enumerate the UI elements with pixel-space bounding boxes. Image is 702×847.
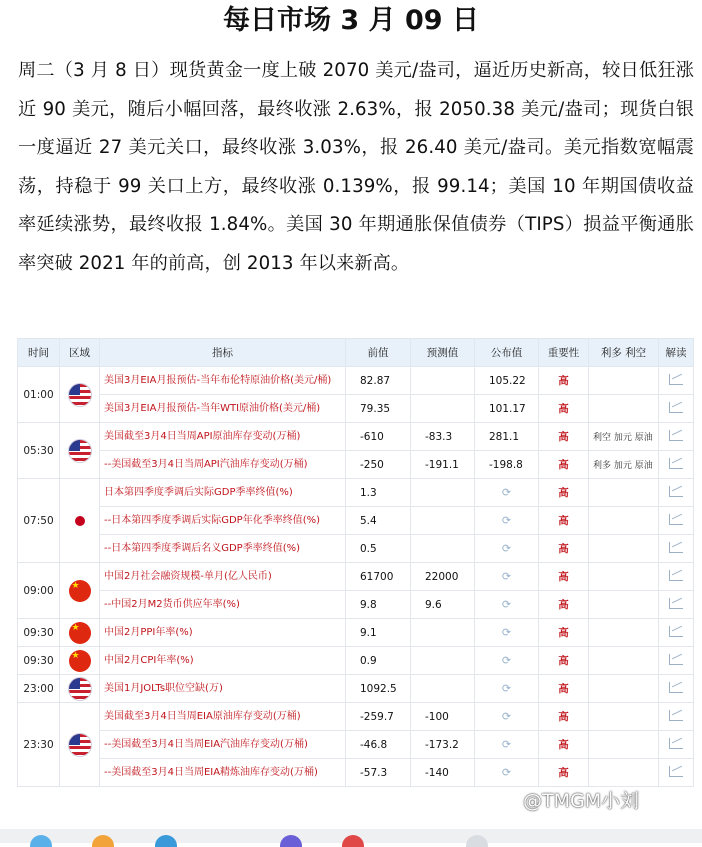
importance-badge: 高: [539, 619, 589, 647]
table-row: [18, 731, 694, 759]
chart-icon[interactable]: [669, 374, 683, 385]
region-cell: [60, 675, 100, 703]
chart-icon[interactable]: [669, 514, 683, 525]
analysis-cell[interactable]: [659, 647, 694, 675]
previous-value: 9.1: [346, 619, 411, 647]
actual-value: [475, 479, 539, 507]
impact-text: [589, 479, 659, 507]
header-analysis: 解读: [659, 339, 694, 367]
actual-value: [475, 703, 539, 731]
event-time: 05:30: [18, 423, 60, 479]
previous-value: -46.8: [346, 731, 411, 759]
loading-icon: ⟳: [501, 598, 512, 611]
indicator-name[interactable]: --美国截至3月4日当周EIA汽油库存变动(万桶): [100, 731, 346, 759]
forecast-value: -100: [411, 703, 475, 731]
loading-icon: ⟳: [501, 682, 512, 695]
table-row: [18, 507, 694, 535]
impact-text: [589, 703, 659, 731]
header-previous: 前值: [346, 339, 411, 367]
event-time: 01:00: [18, 367, 60, 423]
event-time: 09:00: [18, 563, 60, 619]
actual-value: [475, 759, 539, 787]
analysis-cell[interactable]: [659, 423, 694, 451]
table-row: [18, 647, 694, 675]
actual-value: [475, 563, 539, 591]
indicator-name[interactable]: 日本第四季度季调后实际GDP季率终值(%): [100, 479, 346, 507]
analysis-cell[interactable]: [659, 619, 694, 647]
previous-value: -610: [346, 423, 411, 451]
impact-text: [589, 563, 659, 591]
previous-value: 0.9: [346, 647, 411, 675]
actual-value: [475, 591, 539, 619]
loading-icon: ⟳: [501, 486, 512, 499]
forecast-value: [411, 675, 475, 703]
region-cell: [60, 367, 100, 423]
previous-value: 79.35: [346, 395, 411, 423]
table-row: [18, 451, 694, 479]
actual-value: 105.22: [475, 367, 539, 395]
forecast-value: -140: [411, 759, 475, 787]
importance-badge: 高: [539, 759, 589, 787]
forecast-value: [411, 507, 475, 535]
impact-text: [589, 647, 659, 675]
analysis-cell[interactable]: [659, 675, 694, 703]
analysis-cell[interactable]: [659, 703, 694, 731]
cn-flag-icon: [69, 622, 91, 644]
previous-value: 9.8: [346, 591, 411, 619]
loading-icon: ⟳: [501, 654, 512, 667]
calendar-table: [17, 338, 694, 787]
indicator-name[interactable]: --中国2月M2货币供应年率(%): [100, 591, 346, 619]
market-summary: 周二（3 月 8 日）现货黄金一度上破 2070 美元/盎司，逼近历史新高，较日低狂涨近 90 美元，随后小幅回落，最终收涨 2.63%，报 2050.38 美元/盎司；现货白银一度逼近 27 美元关口，最终收涨 3.03%，报 26.40 美元/盎司。美元指数宽幅震荡，持稳于 99 关口上方，最终收涨 0.139%，报 99.14；美国 10 年期国债收益率延续涨势，最终收报 1.84%。美国 30 年期通胀保值债券（TIPS）损益平衡通胀率突破 2021 年的前高，创 2013 年以来新高。: [18, 60, 694, 274]
header-time: 时间: [18, 339, 60, 367]
forecast-value: [411, 367, 475, 395]
previous-value: 0.5: [346, 535, 411, 563]
header-region: 区域: [60, 339, 100, 367]
table-row: [18, 367, 694, 395]
impact-text: [589, 675, 659, 703]
previous-value: -57.3: [346, 759, 411, 787]
actual-value: [475, 647, 539, 675]
economic-calendar: [17, 338, 693, 787]
chart-icon[interactable]: [669, 486, 683, 497]
actual-value: [475, 675, 539, 703]
previous-value: 1.3: [346, 479, 411, 507]
analysis-cell[interactable]: [659, 479, 694, 507]
importance-badge: 高: [539, 395, 589, 423]
impact-text: [589, 731, 659, 759]
forecast-value: -191.1: [411, 451, 475, 479]
impact-text: 利多 加元 原油: [589, 451, 659, 479]
previous-value: -259.7: [346, 703, 411, 731]
cn-flag-icon: [69, 580, 91, 602]
forecast-value: 22000: [411, 563, 475, 591]
indicator-name[interactable]: --日本第四季度季调后名义GDP季率终值(%): [100, 535, 346, 563]
chart-icon[interactable]: [669, 430, 683, 441]
chart-icon[interactable]: [669, 570, 683, 581]
analysis-cell[interactable]: [659, 451, 694, 479]
impact-text: [589, 507, 659, 535]
actual-value: 101.17: [475, 395, 539, 423]
importance-badge: 高: [539, 563, 589, 591]
indicator-name[interactable]: 美国截至3月4日当周EIA原油库存变动(万桶): [100, 703, 346, 731]
table-row: [18, 759, 694, 787]
forecast-value: [411, 395, 475, 423]
forecast-value: -83.3: [411, 423, 475, 451]
importance-badge: 高: [539, 675, 589, 703]
loading-icon: ⟳: [501, 626, 512, 639]
forecast-value: -173.2: [411, 731, 475, 759]
analysis-cell[interactable]: [659, 591, 694, 619]
loading-icon: ⟳: [501, 766, 512, 779]
indicator-name[interactable]: --美国截至3月4日当周EIA精炼油库存变动(万桶): [100, 759, 346, 787]
loading-icon: ⟳: [501, 570, 512, 583]
table-row: [18, 619, 694, 647]
actual-value: -198.8: [475, 451, 539, 479]
analysis-cell[interactable]: [659, 535, 694, 563]
forecast-value: [411, 619, 475, 647]
us-flag-icon: [69, 384, 91, 406]
chart-icon[interactable]: [669, 458, 683, 469]
indicator-name[interactable]: 美国截至3月4日当周API原油库存变动(万桶): [100, 423, 346, 451]
loading-icon: ⟳: [501, 710, 512, 723]
table-row: [18, 703, 694, 731]
header-forecast: 预测值: [411, 339, 475, 367]
importance-badge: 高: [539, 507, 589, 535]
impact-text: [589, 759, 659, 787]
region-cell: [60, 619, 100, 647]
chart-icon[interactable]: [669, 682, 683, 693]
analysis-cell[interactable]: [659, 731, 694, 759]
indicator-name[interactable]: 中国2月社会融资规模-单月(亿人民币): [100, 563, 346, 591]
indicator-name[interactable]: 中国2月CPI年率(%): [100, 647, 346, 675]
indicator-name[interactable]: 美国3月EIA月报预估-当年布伦特原油价格(美元/桶): [100, 367, 346, 395]
chart-icon[interactable]: [669, 766, 683, 777]
indicator-name[interactable]: --美国截至3月4日当周API汽油库存变动(万桶): [100, 451, 346, 479]
table-row: [18, 563, 694, 591]
importance-badge: 高: [539, 731, 589, 759]
forecast-value: [411, 535, 475, 563]
indicator-name[interactable]: 中国2月PPI年率(%): [100, 619, 346, 647]
actual-value: [475, 535, 539, 563]
impact-text: [589, 395, 659, 423]
table-row: [18, 591, 694, 619]
importance-badge: 高: [539, 647, 589, 675]
impact-text: 利空 加元 原油: [589, 423, 659, 451]
page-title: 每日市场 3 月 09 日: [223, 5, 479, 36]
chart-icon[interactable]: [669, 402, 683, 413]
impact-text: [589, 591, 659, 619]
header-impact: 利多 利空: [589, 339, 659, 367]
previous-value: -250: [346, 451, 411, 479]
actual-value: [475, 731, 539, 759]
chart-icon[interactable]: [669, 654, 683, 665]
previous-value: 1092.5: [346, 675, 411, 703]
importance-badge: 高: [539, 423, 589, 451]
event-time: 09:30: [18, 647, 60, 675]
jp-flag-icon: [73, 514, 87, 528]
table-row: [18, 423, 694, 451]
actual-value: 281.1: [475, 423, 539, 451]
chart-icon[interactable]: [669, 626, 683, 637]
table-row: [18, 675, 694, 703]
us-flag-icon: [69, 678, 91, 700]
table-row: [18, 535, 694, 563]
region-cell: [60, 703, 100, 787]
event-time: 23:00: [18, 675, 60, 703]
table-row: [18, 479, 694, 507]
table-header-row: [18, 339, 694, 367]
header-actual: 公布值: [475, 339, 539, 367]
loading-icon: ⟳: [501, 542, 512, 555]
event-time: 09:30: [18, 619, 60, 647]
impact-text: [589, 367, 659, 395]
chart-icon[interactable]: [669, 542, 683, 553]
forecast-value: [411, 647, 475, 675]
loading-icon: ⟳: [501, 514, 512, 527]
importance-badge: 高: [539, 591, 589, 619]
us-flag-icon: [69, 734, 91, 756]
header-importance: 重要性: [539, 339, 589, 367]
importance-badge: 高: [539, 535, 589, 563]
indicator-name[interactable]: 美国1月JOLTs职位空缺(万): [100, 675, 346, 703]
analysis-cell[interactable]: [659, 507, 694, 535]
event-time: 23:30: [18, 703, 60, 787]
previous-value: 61700: [346, 563, 411, 591]
loading-icon: ⟳: [501, 738, 512, 751]
importance-badge: 高: [539, 703, 589, 731]
importance-badge: 高: [539, 479, 589, 507]
analysis-cell[interactable]: [659, 759, 694, 787]
chart-icon[interactable]: [669, 738, 683, 749]
chart-icon[interactable]: [669, 598, 683, 609]
watermark: @TMGM小刘: [523, 790, 640, 812]
analysis-cell[interactable]: [659, 395, 694, 423]
forecast-value: 9.6: [411, 591, 475, 619]
table-row: [18, 395, 694, 423]
us-flag-icon: [69, 440, 91, 462]
analysis-cell[interactable]: [659, 367, 694, 395]
indicator-name[interactable]: 美国3月EIA月报预估-当年WTI原油价格(美元/桶): [100, 395, 346, 423]
impact-text: [589, 619, 659, 647]
previous-value: 5.4: [346, 507, 411, 535]
actual-value: [475, 507, 539, 535]
importance-badge: 高: [539, 367, 589, 395]
actual-value: [475, 619, 539, 647]
forecast-value: [411, 479, 475, 507]
importance-badge: 高: [539, 451, 589, 479]
previous-value: 82.87: [346, 367, 411, 395]
cn-flag-icon: [69, 650, 91, 672]
indicator-name[interactable]: --日本第四季度季调后实际GDP年化季率终值(%): [100, 507, 346, 535]
impact-text: [589, 535, 659, 563]
region-cell: [60, 647, 100, 675]
event-time: 07:50: [18, 479, 60, 563]
region-cell: [60, 563, 100, 619]
region-cell: [60, 423, 100, 479]
chart-icon[interactable]: [669, 710, 683, 721]
region-cell: [60, 479, 100, 563]
header-indicator: 指标: [100, 339, 346, 367]
analysis-cell[interactable]: [659, 563, 694, 591]
